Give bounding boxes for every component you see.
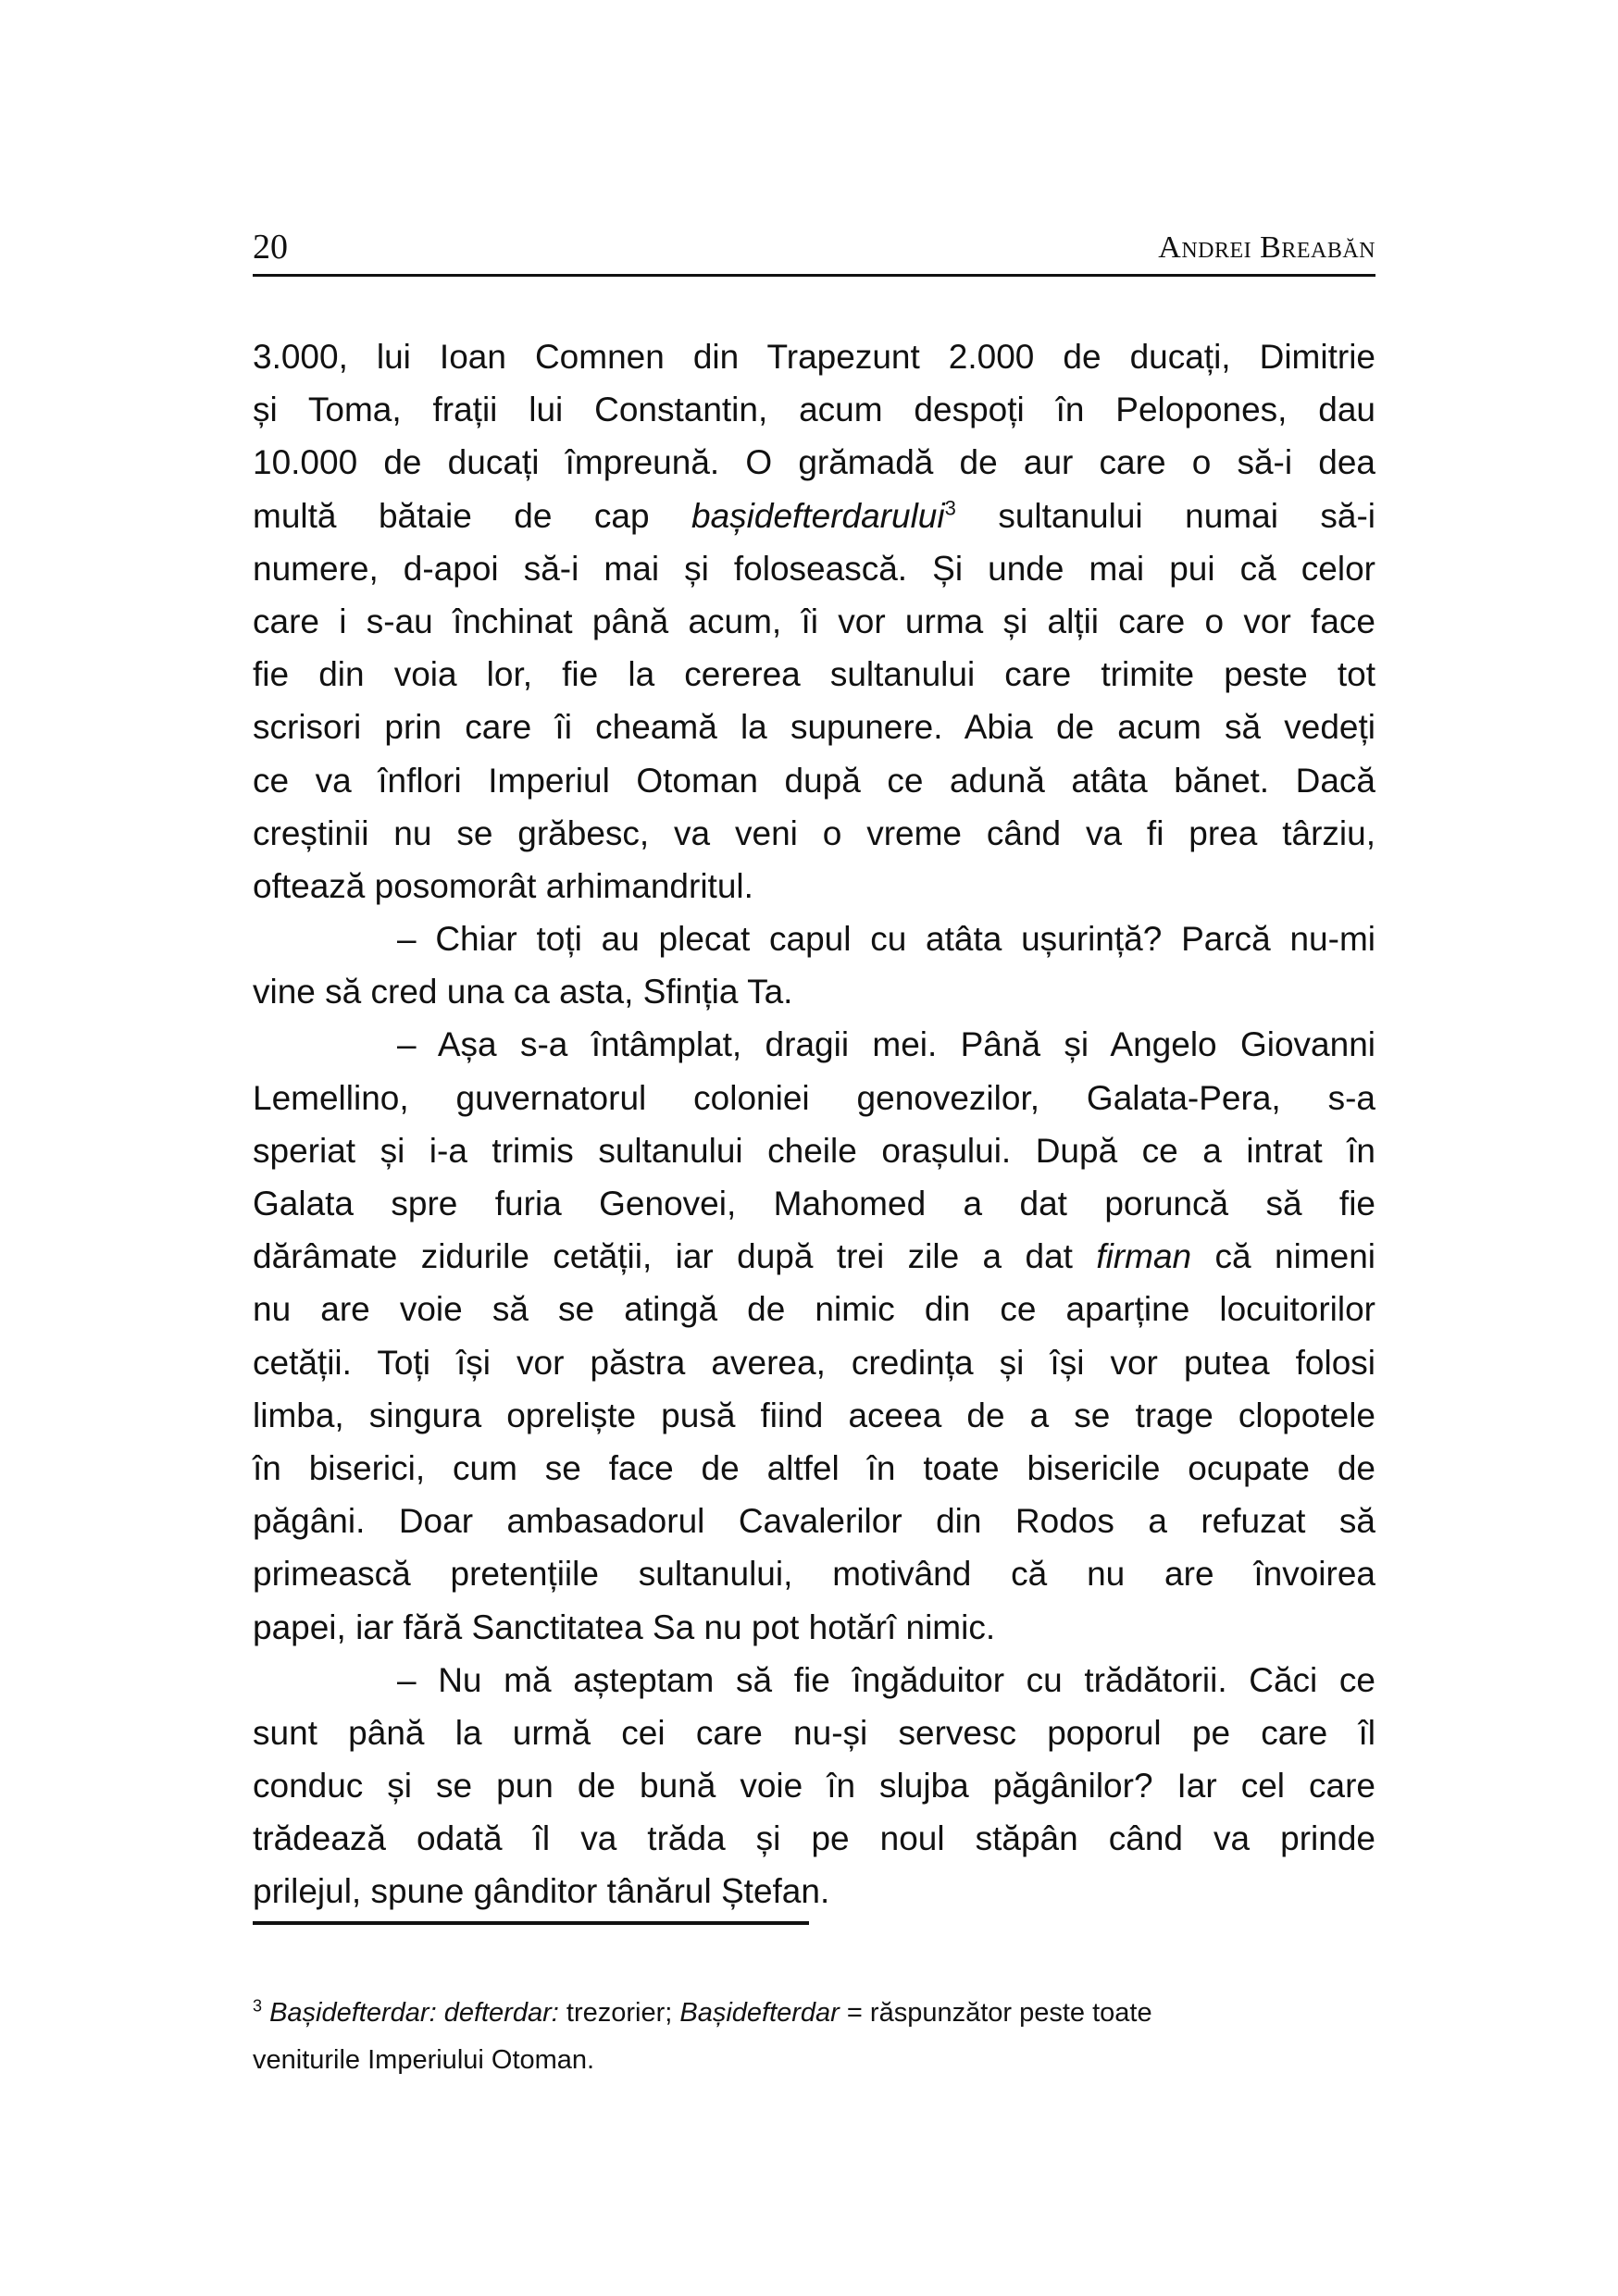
footnote-term: Bașidefterdar: <box>269 1998 437 2028</box>
text-segment: care i s-au închinat până acum, îi vor urma și alții care o vor face <box>253 602 1375 640</box>
text-segment: în biserici, cum se face de altfel în toate bisericile ocupate de <box>253 1448 1375 1487</box>
text-segment: creștinii nu se grăbesc, va veni o vreme când va fi prea târziu, <box>253 813 1375 852</box>
text-segment: sultanului numai să-i <box>955 496 1376 535</box>
footnote-text: = răspunzător peste toate <box>839 1998 1152 2028</box>
text-line <box>253 1124 1375 1177</box>
page-number: 20 <box>253 228 288 267</box>
text-segment: vine să cred una ca asta, Sfinția Ta. <box>253 973 793 1011</box>
text-line <box>253 1547 1375 1600</box>
text-line <box>253 1177 1375 1230</box>
text-line <box>253 490 1375 542</box>
text-segment: papei, iar fără Sanctitatea Sa nu pot hotărî nimic. <box>253 1607 996 1646</box>
footnote-ref: 3 <box>944 496 956 520</box>
running-header <box>253 227 1375 273</box>
italic-term: bașidefterdarului <box>691 496 945 535</box>
italic-term: firman <box>1096 1237 1192 1276</box>
body-text <box>253 330 1375 1918</box>
text-line <box>253 807 1375 860</box>
text-line <box>253 1495 1375 1547</box>
footnote-separator <box>253 1921 809 1925</box>
text-line <box>253 1336 1375 1389</box>
text-line <box>253 1018 1375 1071</box>
text-segment: Lemellino, guvernatorul coloniei genovezilor, Galata-Pera, s-a <box>253 1078 1375 1117</box>
text-line <box>253 1230 1375 1283</box>
text-segment: sunt până la urmă cei care nu-și servesc poporul pe care îl <box>253 1713 1375 1752</box>
text-segment: – Așa s-a întâmplat, dragii mei. Până și Angelo Giovanni <box>397 1025 1375 1064</box>
text-segment: conduc și se pun de bună voie în slujba păgânilor? Iar cel care <box>253 1767 1375 1806</box>
text-segment: prilejul, spune gânditor tânărul Ștefan. <box>253 1872 830 1911</box>
text-line <box>253 648 1375 701</box>
text-segment: primească pretențiile sultanului, motivând că nu are învoirea <box>253 1555 1375 1594</box>
text-line <box>253 1601 1375 1654</box>
text-line <box>253 1706 1375 1759</box>
text-segment: speriat și i-a trimis sultanului cheile orașului. După ce a intrat în <box>253 1131 1375 1170</box>
text-segment: păgâni. Doar ambasadorul Cavalerilor din Rodos a refuzat să <box>253 1502 1375 1541</box>
text-line <box>253 1654 1375 1706</box>
text-segment: trădează odată îl va trăda și pe noul stăpân când va prinde <box>253 1819 1375 1858</box>
text-segment: ce va înflori Imperiul Otoman după ce adună atâta bănet. Dacă <box>253 761 1375 800</box>
text-line <box>253 1072 1375 1124</box>
text-line <box>253 1442 1375 1495</box>
footnote-line-1 <box>253 1990 1375 2037</box>
text-segment: că nimeni <box>1191 1237 1375 1276</box>
text-line <box>253 860 1375 912</box>
text-segment: dărâmate zidurile cetății, iar după trei zile a dat <box>253 1237 1097 1276</box>
text-segment: limba, singura opreliște pusă fiind aceea de a se trage clopotele <box>253 1396 1375 1434</box>
text-segment: și Toma, frații lui Constantin, acum despoți în Pelopones, dau <box>253 391 1375 429</box>
text-segment: multă bătaie de cap <box>253 496 692 535</box>
text-line <box>253 965 1375 1018</box>
footnote <box>253 1990 1375 2084</box>
text-segment: – Nu mă așteptam să fie îngăduitor cu trădătorii. Căci ce <box>397 1660 1375 1699</box>
text-line <box>253 1812 1375 1865</box>
text-segment: fie din voia lor, fie la cererea sultanului care trimite peste tot <box>253 655 1375 694</box>
text-segment: – Chiar toți au plecat capul cu atâta ușurință? Parcă nu-mi <box>397 920 1375 959</box>
text-line <box>253 1283 1375 1335</box>
text-segment: nu are voie să se atingă de nimic din ce aparține locuitorilor <box>253 1290 1375 1329</box>
text-line <box>253 542 1375 595</box>
text-line <box>253 595 1375 648</box>
footnote-number: 3 <box>253 1996 263 2016</box>
text-segment: Galata spre furia Genovei, Mahomed a dat poruncă să fie <box>253 1185 1375 1222</box>
text-line <box>253 701 1375 753</box>
text-line <box>253 383 1375 436</box>
header-author: Andrei Breabăn <box>1158 230 1375 265</box>
header-rule <box>253 274 1375 277</box>
footnote-term: Bașidefterdar <box>679 1998 840 2028</box>
text-segment: oftează posomorât arhimandritul. <box>253 866 753 905</box>
footnote-term: defterdar: <box>443 1998 559 2028</box>
text-line <box>253 754 1375 807</box>
footnote-line-2: veniturile Imperiului Otoman. <box>253 2045 595 2075</box>
text-line <box>253 1865 1375 1917</box>
text-line <box>253 1759 1375 1812</box>
footnote-text: trezorier; <box>558 1998 680 2028</box>
text-line <box>253 436 1375 489</box>
text-line <box>253 912 1375 965</box>
text-segment: 10.000 de ducați împreună. O grămadă de aur care o să-i dea <box>253 443 1375 482</box>
text-segment: 3.000, lui Ioan Comnen din Trapezunt 2.000 de ducați, Dimitrie <box>253 338 1375 376</box>
text-segment: cetății. Toți își vor păstra averea, credința și își vor putea folosi <box>253 1343 1375 1382</box>
text-line <box>253 330 1375 383</box>
text-segment: numere, d-apoi să-i mai și folosească. Și unde mai pui că celor <box>253 549 1375 588</box>
text-segment: scrisori prin care îi cheamă la supunere. Abia de acum să vedeți <box>253 708 1375 747</box>
text-line <box>253 1389 1375 1442</box>
